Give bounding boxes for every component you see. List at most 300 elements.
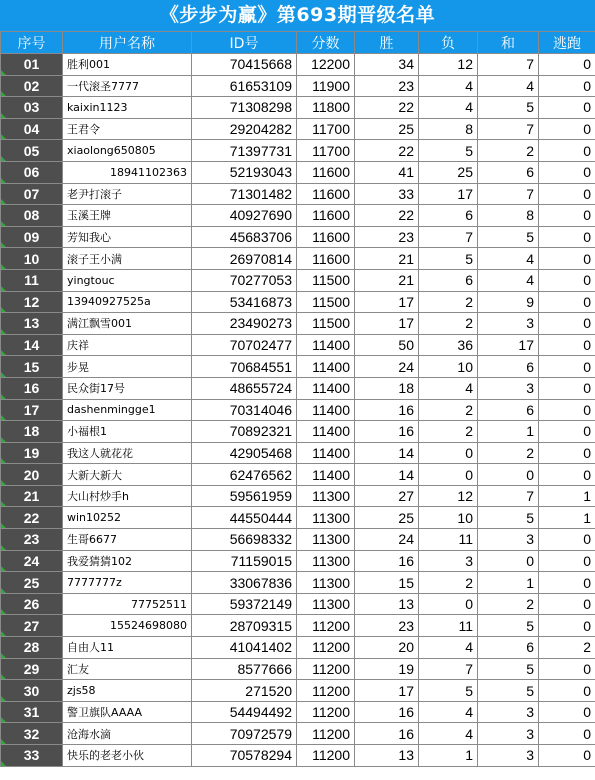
id-cell: 59561959: [192, 485, 297, 507]
losses-cell: 36: [419, 334, 478, 356]
wins-cell: 25: [355, 118, 419, 140]
score-cell: 11500: [297, 269, 355, 291]
table-row: [1, 550, 595, 572]
table-row: [1, 723, 595, 745]
username-cell: 小福根1: [63, 421, 192, 443]
rank-cell: 29: [1, 658, 63, 680]
wins-cell: 21: [355, 269, 419, 291]
score-cell: 11300: [297, 550, 355, 572]
username-cell: yingtouc: [63, 269, 192, 291]
rank-cell: 18: [1, 421, 63, 443]
id-cell: 71397731: [192, 140, 297, 162]
score-cell: 11600: [297, 205, 355, 227]
score-cell: 11300: [297, 593, 355, 615]
losses-cell: 3: [419, 550, 478, 572]
col-header-wins: 胜: [355, 32, 419, 54]
wins-cell: 16: [355, 701, 419, 723]
draws-cell: 5: [478, 615, 539, 637]
draws-cell: 4: [478, 75, 539, 97]
table-row: [1, 421, 595, 443]
username-cell: 满江飘雪001: [63, 313, 192, 335]
losses-cell: 5: [419, 680, 478, 702]
id-cell: 59372149: [192, 593, 297, 615]
losses-cell: 6: [419, 205, 478, 227]
rank-cell: 27: [1, 615, 63, 637]
wins-cell: 14: [355, 464, 419, 486]
losses-cell: 4: [419, 637, 478, 659]
wins-cell: 27: [355, 485, 419, 507]
score-cell: 11800: [297, 97, 355, 119]
username-cell: 快乐的老老小伙: [63, 745, 192, 767]
score-cell: 11400: [297, 356, 355, 378]
username-cell: 滚子王小满: [63, 248, 192, 270]
id-cell: 53416873: [192, 291, 297, 313]
id-cell: 23490273: [192, 313, 297, 335]
id-cell: 70684551: [192, 356, 297, 378]
rank-cell: 15: [1, 356, 63, 378]
draws-cell: 8: [478, 205, 539, 227]
losses-cell: 5: [419, 140, 478, 162]
rank-cell: 02: [1, 75, 63, 97]
losses-cell: 2: [419, 421, 478, 443]
losses-cell: 12: [419, 485, 478, 507]
losses-cell: 25: [419, 161, 478, 183]
losses-cell: 11: [419, 529, 478, 551]
draws-cell: 6: [478, 637, 539, 659]
id-cell: 70314046: [192, 399, 297, 421]
score-cell: 11500: [297, 291, 355, 313]
score-cell: 11200: [297, 680, 355, 702]
username-cell: kaixin1123: [63, 97, 192, 119]
rank-cell: 22: [1, 507, 63, 529]
wins-cell: 22: [355, 97, 419, 119]
draws-cell: 5: [478, 658, 539, 680]
escapes-cell: 0: [539, 356, 595, 378]
rank-cell: 31: [1, 701, 63, 723]
escapes-cell: 0: [539, 701, 595, 723]
draws-cell: 7: [478, 183, 539, 205]
score-cell: 11400: [297, 464, 355, 486]
rank-cell: 30: [1, 680, 63, 702]
table-row: [1, 529, 595, 551]
table-row: [1, 75, 595, 97]
username-cell: 7777777z: [63, 572, 192, 594]
username-cell: 民众街17号: [63, 377, 192, 399]
id-cell: 41041402: [192, 637, 297, 659]
draws-cell: 6: [478, 399, 539, 421]
id-cell: 70972579: [192, 723, 297, 745]
draws-cell: 3: [478, 745, 539, 767]
escapes-cell: 0: [539, 529, 595, 551]
table-row: [1, 334, 595, 356]
draws-cell: 0: [478, 464, 539, 486]
table-row: [1, 291, 595, 313]
wins-cell: 23: [355, 226, 419, 248]
score-cell: 11400: [297, 377, 355, 399]
id-cell: 52193043: [192, 161, 297, 183]
draws-cell: 3: [478, 701, 539, 723]
username-cell: 自由人11: [63, 637, 192, 659]
col-header-rank: 序号: [1, 32, 63, 54]
escapes-cell: 1: [539, 507, 595, 529]
id-cell: 45683706: [192, 226, 297, 248]
username-cell: win10252: [63, 507, 192, 529]
losses-cell: 8: [419, 118, 478, 140]
escapes-cell: 0: [539, 269, 595, 291]
username-cell: 大山村炒手h: [63, 485, 192, 507]
results-table: [0, 31, 595, 767]
draws-cell: 7: [478, 54, 539, 76]
col-header-score: 分数: [297, 32, 355, 54]
header-row: [1, 32, 595, 54]
score-cell: 11400: [297, 334, 355, 356]
losses-cell: 7: [419, 658, 478, 680]
table-row: [1, 356, 595, 378]
draws-cell: 5: [478, 226, 539, 248]
losses-cell: 7: [419, 226, 478, 248]
losses-cell: 4: [419, 701, 478, 723]
losses-cell: 10: [419, 507, 478, 529]
table-row: [1, 269, 595, 291]
sheet-title: 《步步为赢》第693期晋级名单: [0, 0, 595, 31]
score-cell: 11200: [297, 637, 355, 659]
wins-cell: 50: [355, 334, 419, 356]
rank-cell: 03: [1, 97, 63, 119]
id-cell: 28709315: [192, 615, 297, 637]
losses-cell: 5: [419, 248, 478, 270]
rank-cell: 20: [1, 464, 63, 486]
id-cell: 48655724: [192, 377, 297, 399]
score-cell: 11600: [297, 183, 355, 205]
table-row: [1, 658, 595, 680]
id-cell: 71159015: [192, 550, 297, 572]
escapes-cell: 0: [539, 334, 595, 356]
losses-cell: 12: [419, 54, 478, 76]
wins-cell: 24: [355, 356, 419, 378]
table-row: [1, 701, 595, 723]
score-cell: 11400: [297, 421, 355, 443]
rank-cell: 05: [1, 140, 63, 162]
id-cell: 70277053: [192, 269, 297, 291]
draws-cell: 17: [478, 334, 539, 356]
losses-cell: 0: [419, 442, 478, 464]
escapes-cell: 0: [539, 313, 595, 335]
id-cell: 70578294: [192, 745, 297, 767]
username-cell: 15524698080: [63, 615, 192, 637]
id-cell: 42905468: [192, 442, 297, 464]
score-cell: 11700: [297, 140, 355, 162]
draws-cell: 4: [478, 248, 539, 270]
score-cell: 11400: [297, 442, 355, 464]
wins-cell: 23: [355, 615, 419, 637]
wins-cell: 22: [355, 140, 419, 162]
wins-cell: 41: [355, 161, 419, 183]
escapes-cell: 0: [539, 399, 595, 421]
wins-cell: 16: [355, 550, 419, 572]
wins-cell: 14: [355, 442, 419, 464]
id-cell: 56698332: [192, 529, 297, 551]
draws-cell: 1: [478, 421, 539, 443]
escapes-cell: 0: [539, 54, 595, 76]
table-row: [1, 745, 595, 767]
draws-cell: 5: [478, 97, 539, 119]
draws-cell: 7: [478, 485, 539, 507]
score-cell: 11600: [297, 226, 355, 248]
score-cell: 11200: [297, 723, 355, 745]
id-cell: 62476562: [192, 464, 297, 486]
table-row: [1, 615, 595, 637]
id-cell: 70415668: [192, 54, 297, 76]
score-cell: 11700: [297, 118, 355, 140]
rank-cell: 09: [1, 226, 63, 248]
escapes-cell: 0: [539, 615, 595, 637]
id-cell: 40927690: [192, 205, 297, 227]
username-cell: 一代滚圣7777: [63, 75, 192, 97]
rank-cell: 06: [1, 161, 63, 183]
wins-cell: 17: [355, 680, 419, 702]
rank-cell: 24: [1, 550, 63, 572]
username-cell: 王君令: [63, 118, 192, 140]
col-header-escapes: 逃跑: [539, 32, 595, 54]
wins-cell: 16: [355, 399, 419, 421]
losses-cell: 4: [419, 377, 478, 399]
wins-cell: 17: [355, 291, 419, 313]
id-cell: 70892321: [192, 421, 297, 443]
username-cell: 玉溪王牌: [63, 205, 192, 227]
username-cell: zjs58: [63, 680, 192, 702]
id-cell: 33067836: [192, 572, 297, 594]
rank-cell: 32: [1, 723, 63, 745]
escapes-cell: 0: [539, 377, 595, 399]
draws-cell: 6: [478, 356, 539, 378]
username-cell: xiaolong650805: [63, 140, 192, 162]
id-cell: 29204282: [192, 118, 297, 140]
draws-cell: 4: [478, 269, 539, 291]
losses-cell: 2: [419, 291, 478, 313]
wins-cell: 34: [355, 54, 419, 76]
table-row: [1, 118, 595, 140]
username-cell: 沧海水滴: [63, 723, 192, 745]
table-row: [1, 313, 595, 335]
draws-cell: 5: [478, 680, 539, 702]
escapes-cell: 0: [539, 464, 595, 486]
losses-cell: 2: [419, 572, 478, 594]
wins-cell: 25: [355, 507, 419, 529]
losses-cell: 0: [419, 464, 478, 486]
wins-cell: 17: [355, 313, 419, 335]
table-row: [1, 680, 595, 702]
id-cell: 54494492: [192, 701, 297, 723]
draws-cell: 3: [478, 723, 539, 745]
rank-cell: 16: [1, 377, 63, 399]
wins-cell: 24: [355, 529, 419, 551]
escapes-cell: 0: [539, 442, 595, 464]
id-cell: 44550444: [192, 507, 297, 529]
draws-cell: 9: [478, 291, 539, 313]
losses-cell: 2: [419, 399, 478, 421]
score-cell: 12200: [297, 54, 355, 76]
rank-cell: 13: [1, 313, 63, 335]
draws-cell: 1: [478, 572, 539, 594]
score-cell: 11400: [297, 399, 355, 421]
rank-cell: 12: [1, 291, 63, 313]
draws-cell: 2: [478, 593, 539, 615]
escapes-cell: 1: [539, 485, 595, 507]
score-cell: 11600: [297, 248, 355, 270]
losses-cell: 10: [419, 356, 478, 378]
score-cell: 11300: [297, 485, 355, 507]
wins-cell: 23: [355, 75, 419, 97]
score-cell: 11900: [297, 75, 355, 97]
id-cell: 26970814: [192, 248, 297, 270]
col-header-losses: 负: [419, 32, 478, 54]
username-cell: 老尹打滚子: [63, 183, 192, 205]
username-cell: 汇友: [63, 658, 192, 680]
escapes-cell: 0: [539, 118, 595, 140]
id-cell: 271520: [192, 680, 297, 702]
username-cell: 77752511: [63, 593, 192, 615]
losses-cell: 1: [419, 745, 478, 767]
score-cell: 11200: [297, 745, 355, 767]
rank-cell: 14: [1, 334, 63, 356]
rank-cell: 25: [1, 572, 63, 594]
id-cell: 61653109: [192, 75, 297, 97]
wins-cell: 13: [355, 745, 419, 767]
username-cell: 胜利001: [63, 54, 192, 76]
rank-cell: 10: [1, 248, 63, 270]
draws-cell: 6: [478, 161, 539, 183]
username-cell: 18941102363: [63, 161, 192, 183]
losses-cell: 11: [419, 615, 478, 637]
rank-cell: 11: [1, 269, 63, 291]
table-row: [1, 183, 595, 205]
score-cell: 11600: [297, 161, 355, 183]
wins-cell: 16: [355, 421, 419, 443]
escapes-cell: 0: [539, 75, 595, 97]
escapes-cell: 0: [539, 291, 595, 313]
table-row: [1, 572, 595, 594]
escapes-cell: 0: [539, 723, 595, 745]
score-cell: 11500: [297, 313, 355, 335]
escapes-cell: 0: [539, 140, 595, 162]
wins-cell: 13: [355, 593, 419, 615]
table-row: [1, 399, 595, 421]
wins-cell: 15: [355, 572, 419, 594]
table-row: [1, 464, 595, 486]
username-cell: 步晃: [63, 356, 192, 378]
username-cell: 我这人就花花: [63, 442, 192, 464]
table-row: [1, 226, 595, 248]
score-cell: 11200: [297, 615, 355, 637]
col-header-username: 用户名称: [63, 32, 192, 54]
escapes-cell: 0: [539, 745, 595, 767]
score-cell: 11300: [297, 572, 355, 594]
table-row: [1, 377, 595, 399]
escapes-cell: 0: [539, 572, 595, 594]
rank-cell: 28: [1, 637, 63, 659]
table-row: [1, 593, 595, 615]
escapes-cell: 2: [539, 637, 595, 659]
table-row: [1, 205, 595, 227]
losses-cell: 4: [419, 97, 478, 119]
escapes-cell: 0: [539, 658, 595, 680]
rank-cell: 21: [1, 485, 63, 507]
score-cell: 11300: [297, 507, 355, 529]
draws-cell: 3: [478, 529, 539, 551]
table-row: [1, 507, 595, 529]
rank-cell: 08: [1, 205, 63, 227]
id-cell: 70702477: [192, 334, 297, 356]
id-cell: 71301482: [192, 183, 297, 205]
escapes-cell: 0: [539, 550, 595, 572]
escapes-cell: 0: [539, 226, 595, 248]
wins-cell: 16: [355, 723, 419, 745]
draws-cell: 2: [478, 442, 539, 464]
wins-cell: 33: [355, 183, 419, 205]
rank-cell: 07: [1, 183, 63, 205]
id-cell: 8577666: [192, 658, 297, 680]
escapes-cell: 0: [539, 161, 595, 183]
table-row: [1, 161, 595, 183]
username-cell: 13940927525a: [63, 291, 192, 313]
rank-cell: 04: [1, 118, 63, 140]
rank-cell: 33: [1, 745, 63, 767]
username-cell: 大新大新大: [63, 464, 192, 486]
losses-cell: 2: [419, 313, 478, 335]
draws-cell: 5: [478, 507, 539, 529]
losses-cell: 0: [419, 593, 478, 615]
col-header-id: ID号: [192, 32, 297, 54]
draws-cell: 7: [478, 118, 539, 140]
wins-cell: 18: [355, 377, 419, 399]
col-header-draws: 和: [478, 32, 539, 54]
escapes-cell: 0: [539, 97, 595, 119]
username-cell: 我爱猜猜102: [63, 550, 192, 572]
rank-cell: 19: [1, 442, 63, 464]
rank-cell: 01: [1, 54, 63, 76]
escapes-cell: 0: [539, 593, 595, 615]
username-cell: 庆祥: [63, 334, 192, 356]
escapes-cell: 0: [539, 248, 595, 270]
losses-cell: 17: [419, 183, 478, 205]
losses-cell: 4: [419, 723, 478, 745]
escapes-cell: 0: [539, 205, 595, 227]
rank-cell: 17: [1, 399, 63, 421]
escapes-cell: 0: [539, 680, 595, 702]
draws-cell: 3: [478, 313, 539, 335]
table-row: [1, 140, 595, 162]
score-cell: 11200: [297, 701, 355, 723]
losses-cell: 4: [419, 75, 478, 97]
username-cell: dashenmingge1: [63, 399, 192, 421]
score-cell: 11200: [297, 658, 355, 680]
wins-cell: 21: [355, 248, 419, 270]
wins-cell: 20: [355, 637, 419, 659]
table-row: [1, 97, 595, 119]
table-row: [1, 54, 595, 76]
rank-cell: 26: [1, 593, 63, 615]
score-cell: 11300: [297, 529, 355, 551]
draws-cell: 2: [478, 140, 539, 162]
losses-cell: 6: [419, 269, 478, 291]
table-row: [1, 442, 595, 464]
draws-cell: 3: [478, 377, 539, 399]
table-row: [1, 485, 595, 507]
rank-cell: 23: [1, 529, 63, 551]
username-cell: 生哥6677: [63, 529, 192, 551]
escapes-cell: 0: [539, 183, 595, 205]
wins-cell: 22: [355, 205, 419, 227]
